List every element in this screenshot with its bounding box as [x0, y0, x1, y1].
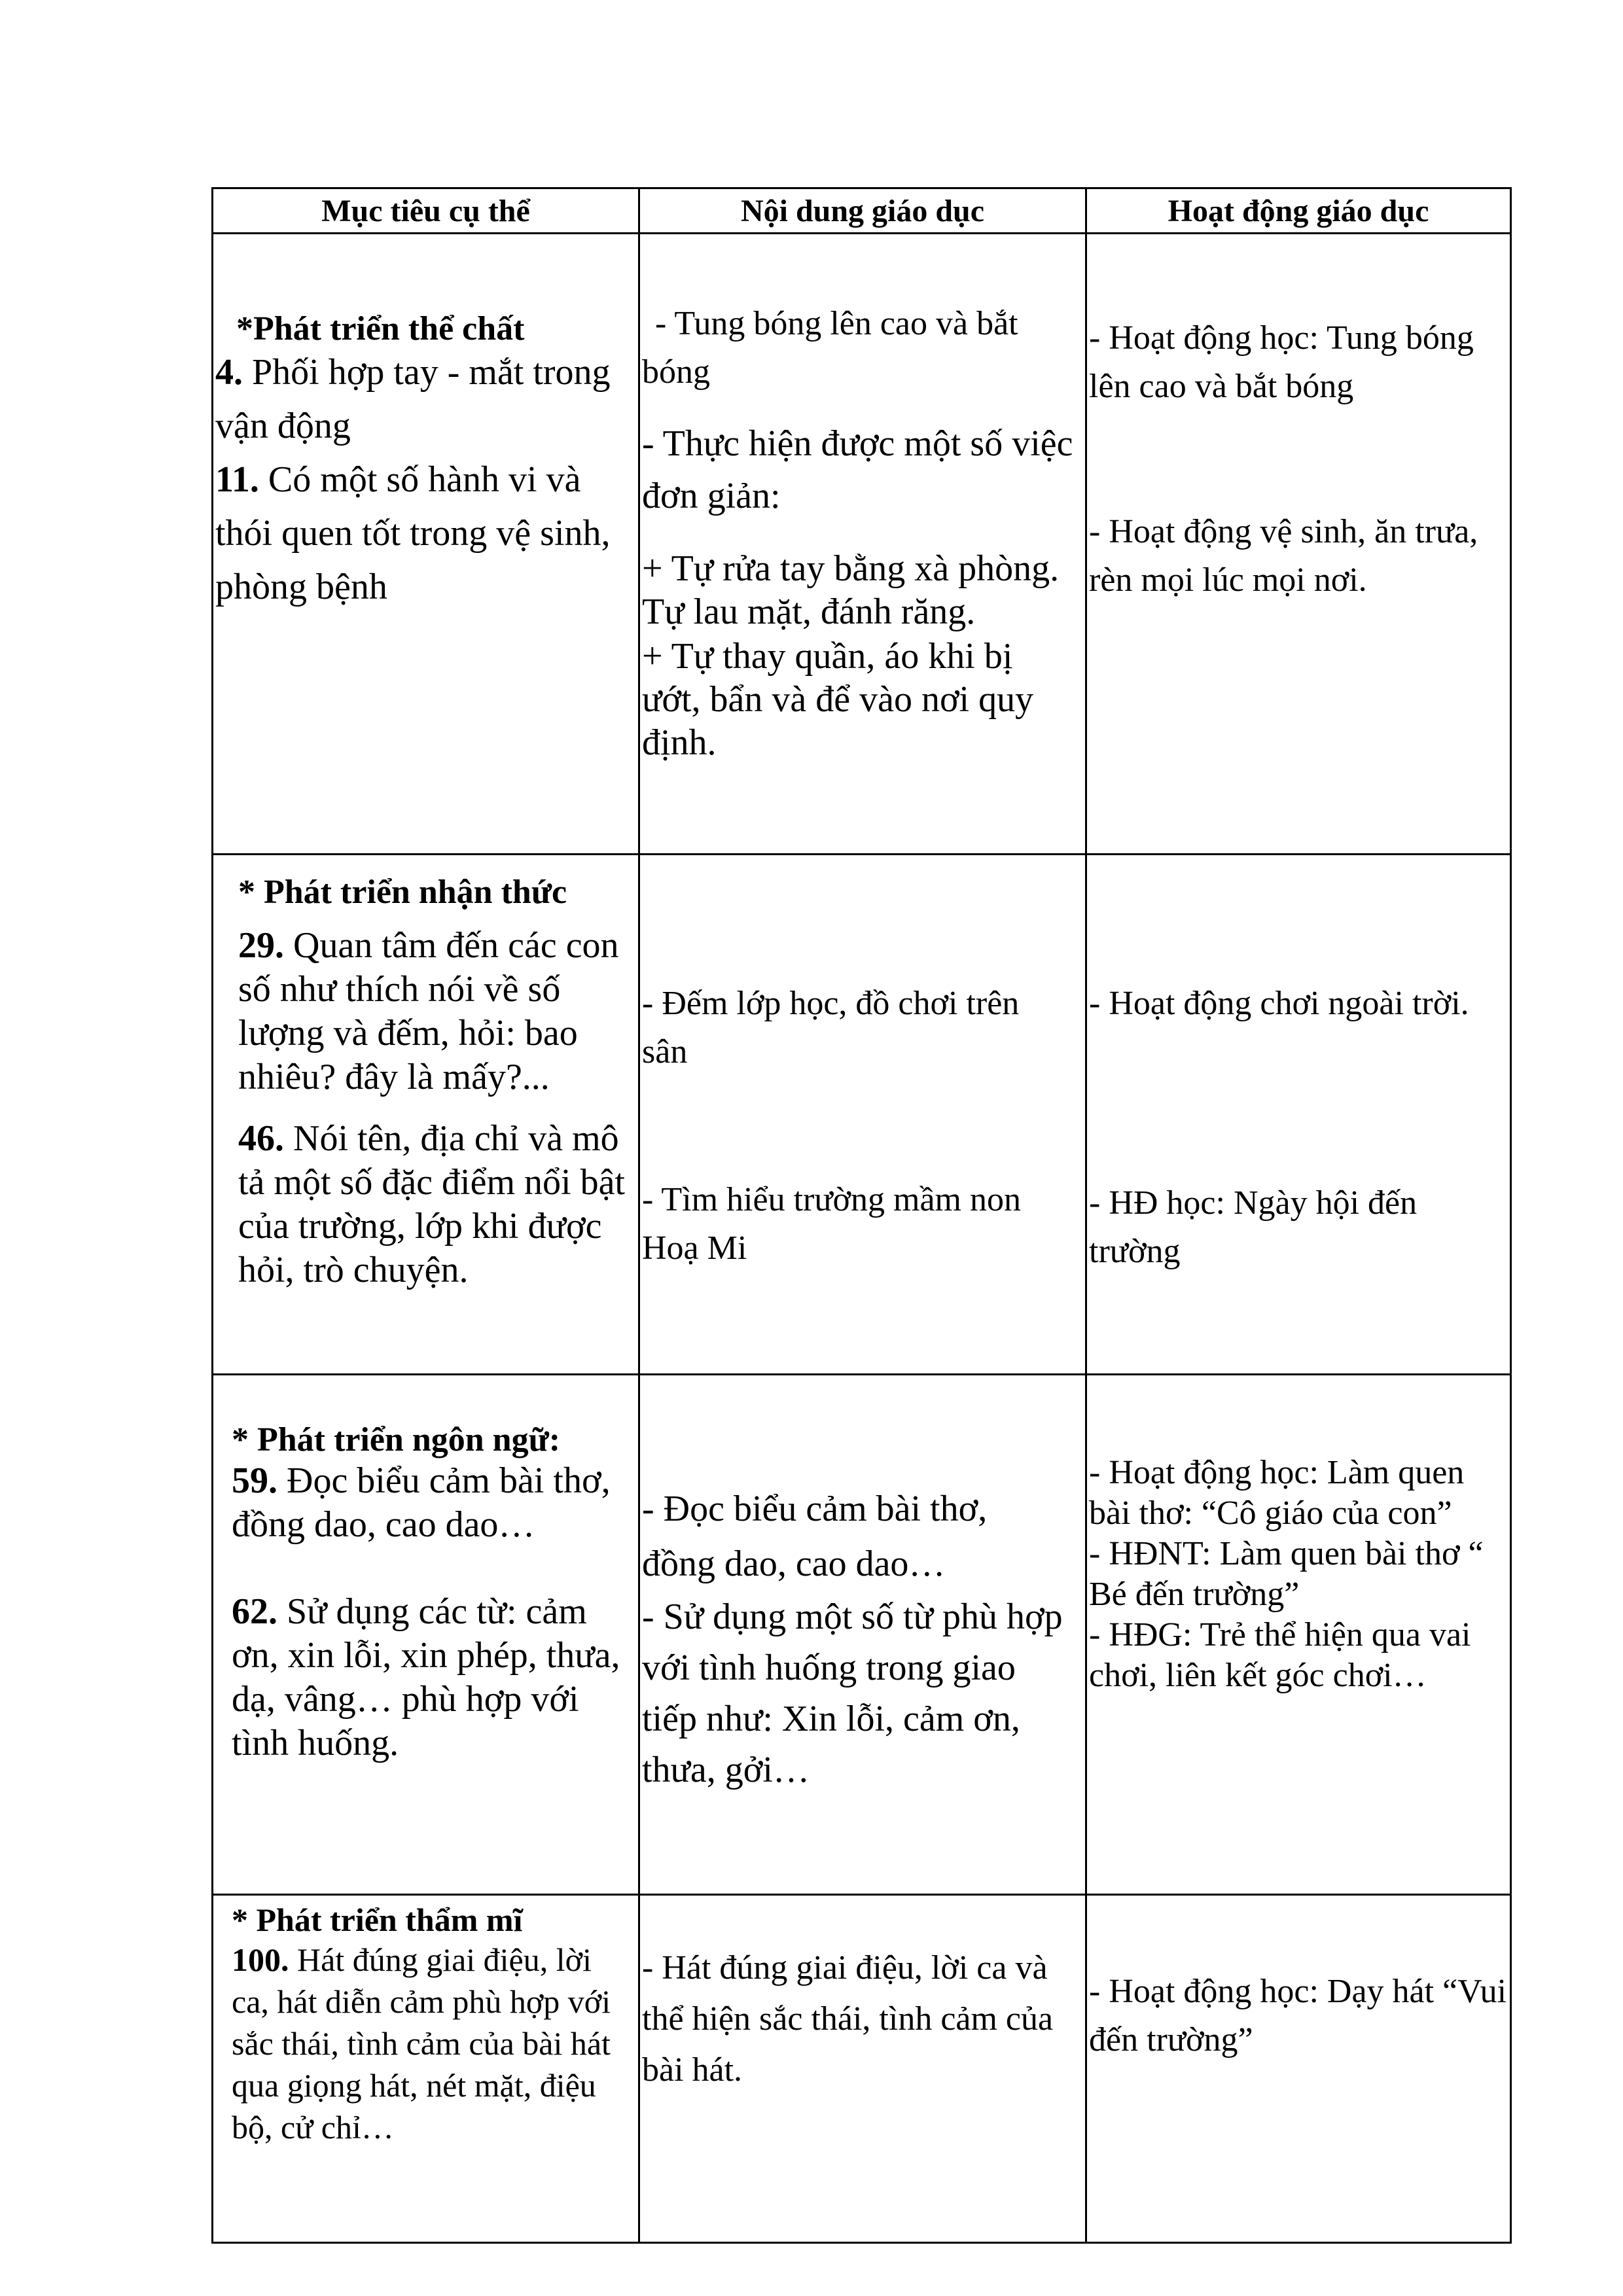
table-row: [213, 234, 1511, 855]
header-activities: Hoạt động giáo dục: [1086, 188, 1511, 234]
content-cell: [639, 234, 1086, 855]
activity-item: - Hoạt động học: Tung bóng lên cao và bắt bóng: [1089, 319, 1474, 406]
content-item: + Tự thay quần, áo khi bị ướt, bẩn và để vào nơi quy định.: [642, 636, 1034, 763]
goal-item: 29. Quan tâm đến các con số như thích nói về số lượng và đếm, hỏi: bao nhiêu? đây là mấy?...: [238, 925, 619, 1097]
activity-item: - HĐG: Trẻ thể hiện qua vai chơi, liên kết góc chơi…: [1089, 1616, 1471, 1694]
activities-cell: [1086, 1895, 1511, 2243]
activity-item: - Hoạt động chơi ngoài trời.: [1089, 985, 1469, 1022]
content-item: - Sử dụng một số từ phù hợp với tình huống trong giao tiếp như: Xin lỗi, cảm ơn, thưa, gởi…: [642, 1597, 1063, 1790]
content-item: - Thực hiện được một số việc đơn giản:: [642, 423, 1073, 516]
activities-cell: [1086, 1375, 1511, 1895]
activity-item: - Hoạt động vệ sinh, ăn trưa, rèn mọi lúc mọi nơi.: [1089, 513, 1478, 599]
education-plan-table: [211, 187, 1512, 2244]
domain-heading: * Phát triển ngôn ngữ:: [232, 1421, 561, 1458]
content-item: - Hát đúng giai điệu, lời ca và thể hiện sắc thái, tình cảm của bài hát.: [642, 1949, 1054, 2089]
table-header-row: [213, 188, 1511, 234]
content-cell: [639, 855, 1086, 1375]
goal-item: 46. Nói tên, địa chỉ và mô tả một số đặc điểm nổi bật của trường, lớp khi được hỏi, trò chuyện.: [238, 1118, 625, 1290]
activities-cell: [1086, 855, 1511, 1375]
activity-item: - HĐNT: Làm quen bài thơ “ Bé đến trường”: [1089, 1535, 1484, 1613]
header-content: Nội dung giáo dục: [639, 188, 1086, 234]
content-cell: [639, 1375, 1086, 1895]
table-row: [213, 855, 1511, 1375]
goal-item: 11. Có một số hành vi và thói quen tốt trong vệ sinh, phòng bệnh: [215, 459, 611, 607]
content-cell: [639, 1895, 1086, 2243]
content-item: - Tìm hiểu trường mầm non Hoạ Mi: [642, 1181, 1021, 1267]
header-goals: Mục tiêu cụ thể: [213, 188, 639, 234]
goal-item: 4. Phối hợp tay - mắt trong vận động: [215, 352, 611, 446]
content-item: - Tung bóng lên cao và bắt bóng: [642, 305, 1018, 391]
goal-item: 100. Hát đúng giai điệu, lời ca, hát diễn cảm phù hợp với sắc thái, tình cảm của bài hát qua giọng hát, nét mặt, điệu bộ, cử chỉ…: [232, 1941, 611, 2146]
goal-cell: [213, 1895, 639, 2243]
domain-heading: * Phát triển thẩm mĩ: [232, 1901, 523, 1938]
domain-heading: *Phát triển thể chất: [236, 310, 525, 347]
table-row: [213, 1375, 1511, 1895]
activities-cell: [1086, 234, 1511, 855]
content-item: - Đếm lớp học, đồ chơi trên sân: [642, 985, 1020, 1071]
domain-heading: * Phát triển nhận thức: [238, 874, 567, 911]
goal-cell: [213, 234, 639, 855]
goal-cell: [213, 855, 639, 1375]
content-item: - Đọc biểu cảm bài thơ, đồng dao, cao dao…: [642, 1489, 988, 1584]
content-item: + Tự rửa tay bằng xà phòng. Tự lau mặt, đánh răng.: [642, 548, 1060, 632]
table-row: [213, 1895, 1511, 2243]
goal-item: 62. Sử dụng các từ: cảm ơn, xin lỗi, xin phép, thưa, dạ, vâng… phù hợp với tình huống.: [232, 1591, 620, 1763]
goal-cell: [213, 1375, 639, 1895]
activity-item: - Hoạt động học: Làm quen bài thơ: “Cô giáo của con”: [1089, 1454, 1465, 1532]
activity-item: - Hoạt động học: Dạy hát “Vui đến trường”: [1089, 1973, 1507, 2059]
activity-item: - HĐ học: Ngày hội đến trường: [1089, 1184, 1418, 1271]
goal-item: 59. Đọc biểu cảm bài thơ, đồng dao, cao dao…: [232, 1460, 611, 1545]
